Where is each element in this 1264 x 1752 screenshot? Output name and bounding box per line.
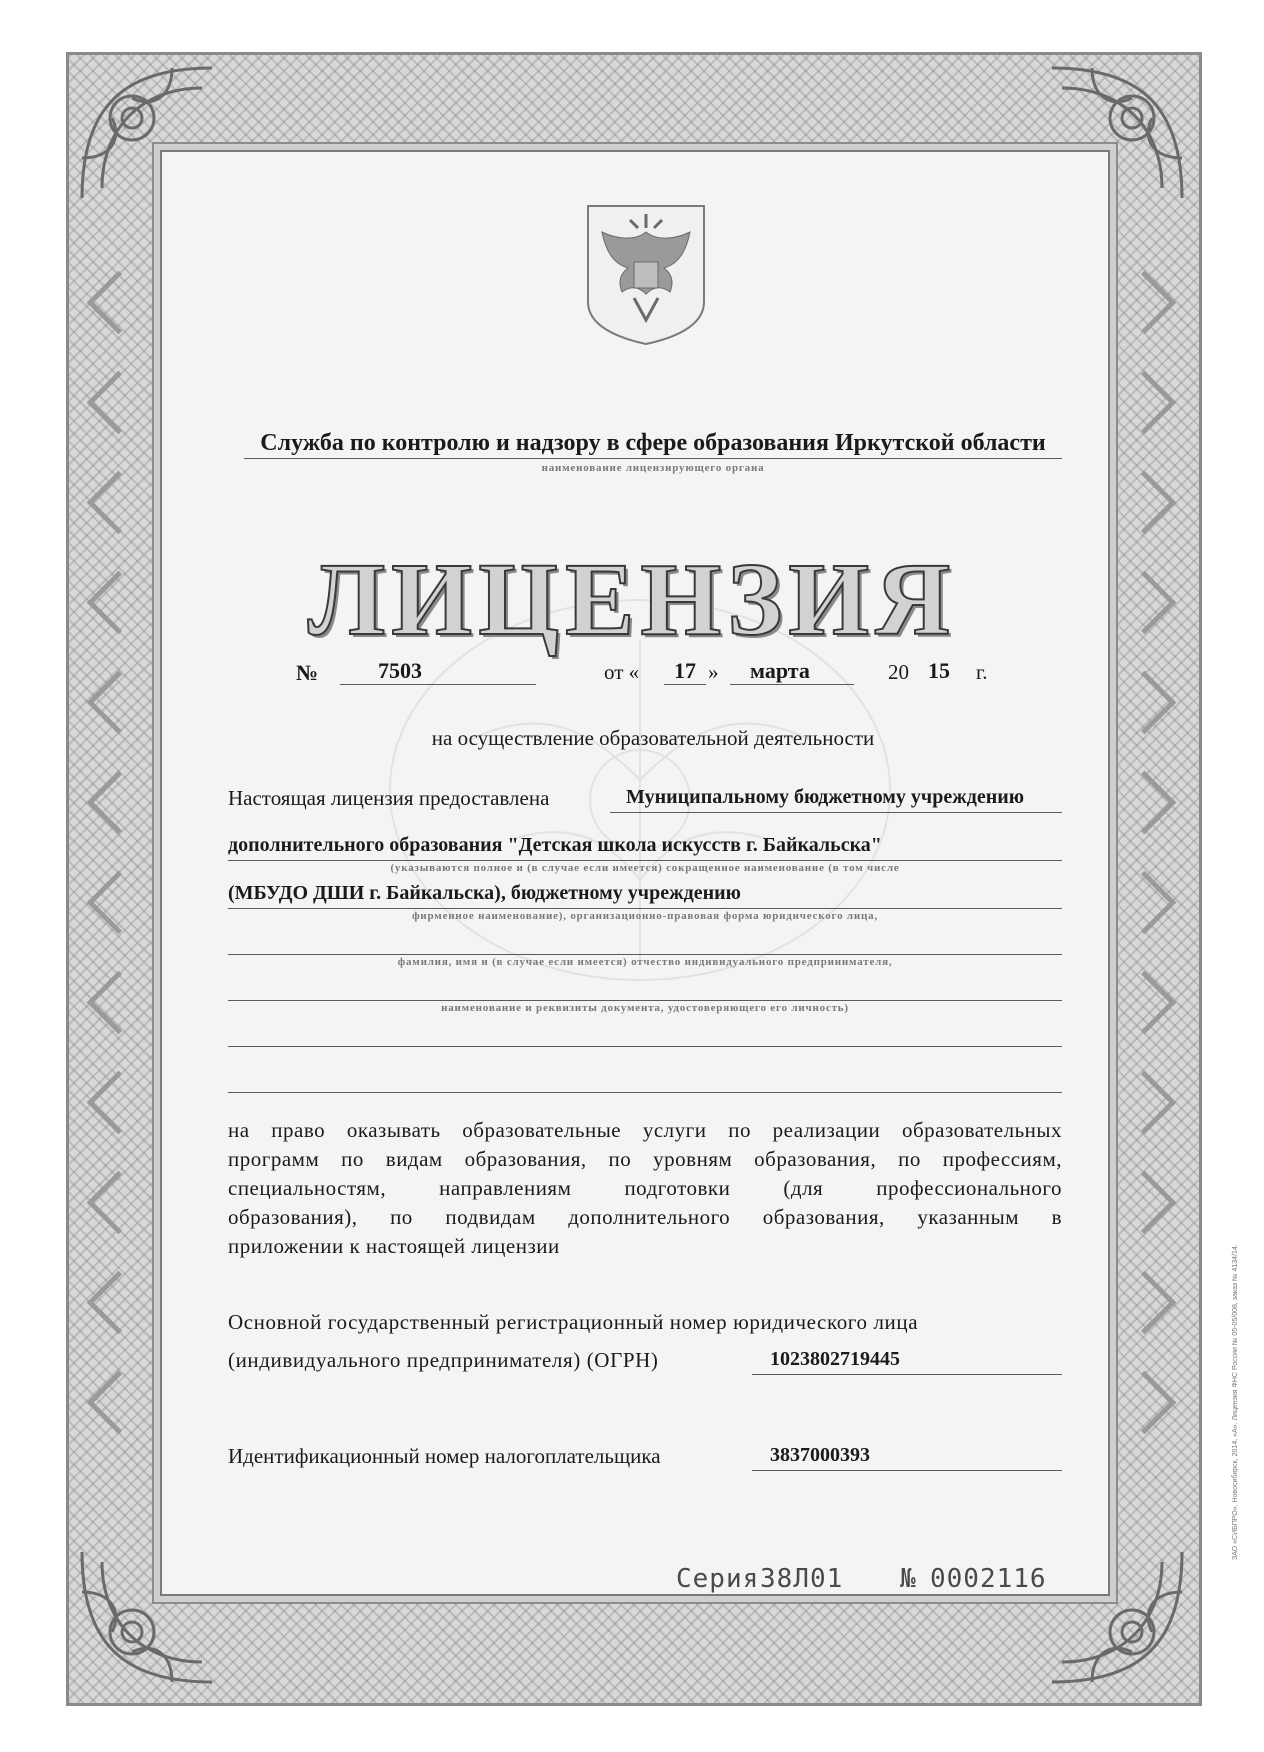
licensee-caption-1: (указываются полное и (в случае если имеется) сокращенное наименование (в том числе (390, 862, 900, 874)
rights-line: программ по видам образования, по уровням образования, по профессиям, (228, 1147, 1062, 1171)
licensee-line-2-underline (228, 860, 1062, 861)
inn-underline (752, 1470, 1062, 1471)
blank-line-3 (228, 1046, 1062, 1047)
inn-value: 3837000393 (770, 1444, 870, 1466)
blank-line-4 (228, 1092, 1062, 1093)
inn-label: Идентификационный номер налогоплательщика (228, 1444, 661, 1468)
blank-number-value: 0002116 (930, 1564, 1047, 1594)
corner-ornament-icon (62, 1532, 232, 1702)
blank-line-2 (228, 1000, 1062, 1001)
number-underline (340, 684, 536, 685)
document-title: ЛИЦЕНЗИЯ (307, 542, 957, 657)
printer-imprint: ЗАО «СИБПРО», Новосибирск, 2014, «А». Лицензия ФНС России № 05-05/008, заказ № 4134/14. (1232, 1244, 1239, 1560)
licensee-line-1: Муниципальному бюджетному учреждению (626, 786, 1025, 808)
rights-line: образования), по подвидам дополнительного образования, указанным в (228, 1205, 1062, 1229)
corner-ornament-icon (62, 48, 232, 218)
ogrn-label-line-2: (индивидуального предпринимателя) (ОГРН) (228, 1348, 659, 1372)
license-number: 7503 (378, 658, 422, 683)
licensee-line-3: (МБУДО ДШИ г. Байкальска), бюджетному учреждению (228, 882, 741, 904)
authority-underline (244, 458, 1062, 459)
series-value: 38Л01 (760, 1564, 844, 1594)
license-purpose: на осуществление образовательной деятельности (431, 726, 875, 750)
corner-ornament-icon (1032, 48, 1202, 218)
series-label: Серия (676, 1564, 760, 1594)
year-unit: г. (976, 660, 988, 684)
authority-caption: наименование лицензирующего органа (541, 462, 765, 474)
granted-label: Настоящая лицензия предоставлена (228, 786, 550, 810)
coat-of-arms-icon (584, 202, 708, 346)
blank-number-label: № (900, 1564, 917, 1594)
license-number-label: № (296, 660, 319, 685)
licensee-caption-3: фамилия, имя и (в случае если имеется) отчество индивидуального предпринимателя, (397, 956, 893, 968)
month-underline (730, 684, 854, 685)
license-month: марта (750, 658, 810, 683)
rights-line: специальностям, направлениям подготовки (для профессионального (228, 1176, 1062, 1200)
licensing-authority: Служба по контролю и надзору в сфере образования Иркутской области (260, 430, 1046, 456)
date-day-close: » (708, 660, 719, 684)
licensee-line-3-underline (228, 908, 1062, 909)
license-day: 17 (674, 658, 696, 683)
ogrn-underline (752, 1374, 1062, 1375)
licensee-caption-4: наименование и реквизиты документа, удостоверяющего его личность) (441, 1002, 849, 1014)
day-underline (664, 684, 706, 685)
rights-line: на право оказывать образовательные услуги по реализации образовательных (228, 1118, 1062, 1142)
ogrn-value: 1023802719445 (770, 1348, 900, 1370)
year-prefix: 20 (888, 660, 909, 684)
ogrn-label-line-1: Основной государственный регистрационный номер юридического лица (228, 1310, 919, 1334)
licensee-line-1-underline (610, 812, 1062, 813)
licensee-line-2: дополнительного образования "Детская школа искусств г. Байкальска" (228, 834, 882, 856)
year-suffix: 15 (928, 658, 950, 683)
rights-paragraph (228, 1116, 1062, 1261)
licensee-caption-2: фирменное наименование), организационно-правовая форма юридического лица, (411, 910, 879, 922)
corner-ornament-icon (1032, 1532, 1202, 1702)
blank-line-1 (228, 954, 1062, 955)
date-from-label: от « (604, 660, 640, 684)
rights-line: приложении к настоящей лицензии (228, 1234, 560, 1258)
